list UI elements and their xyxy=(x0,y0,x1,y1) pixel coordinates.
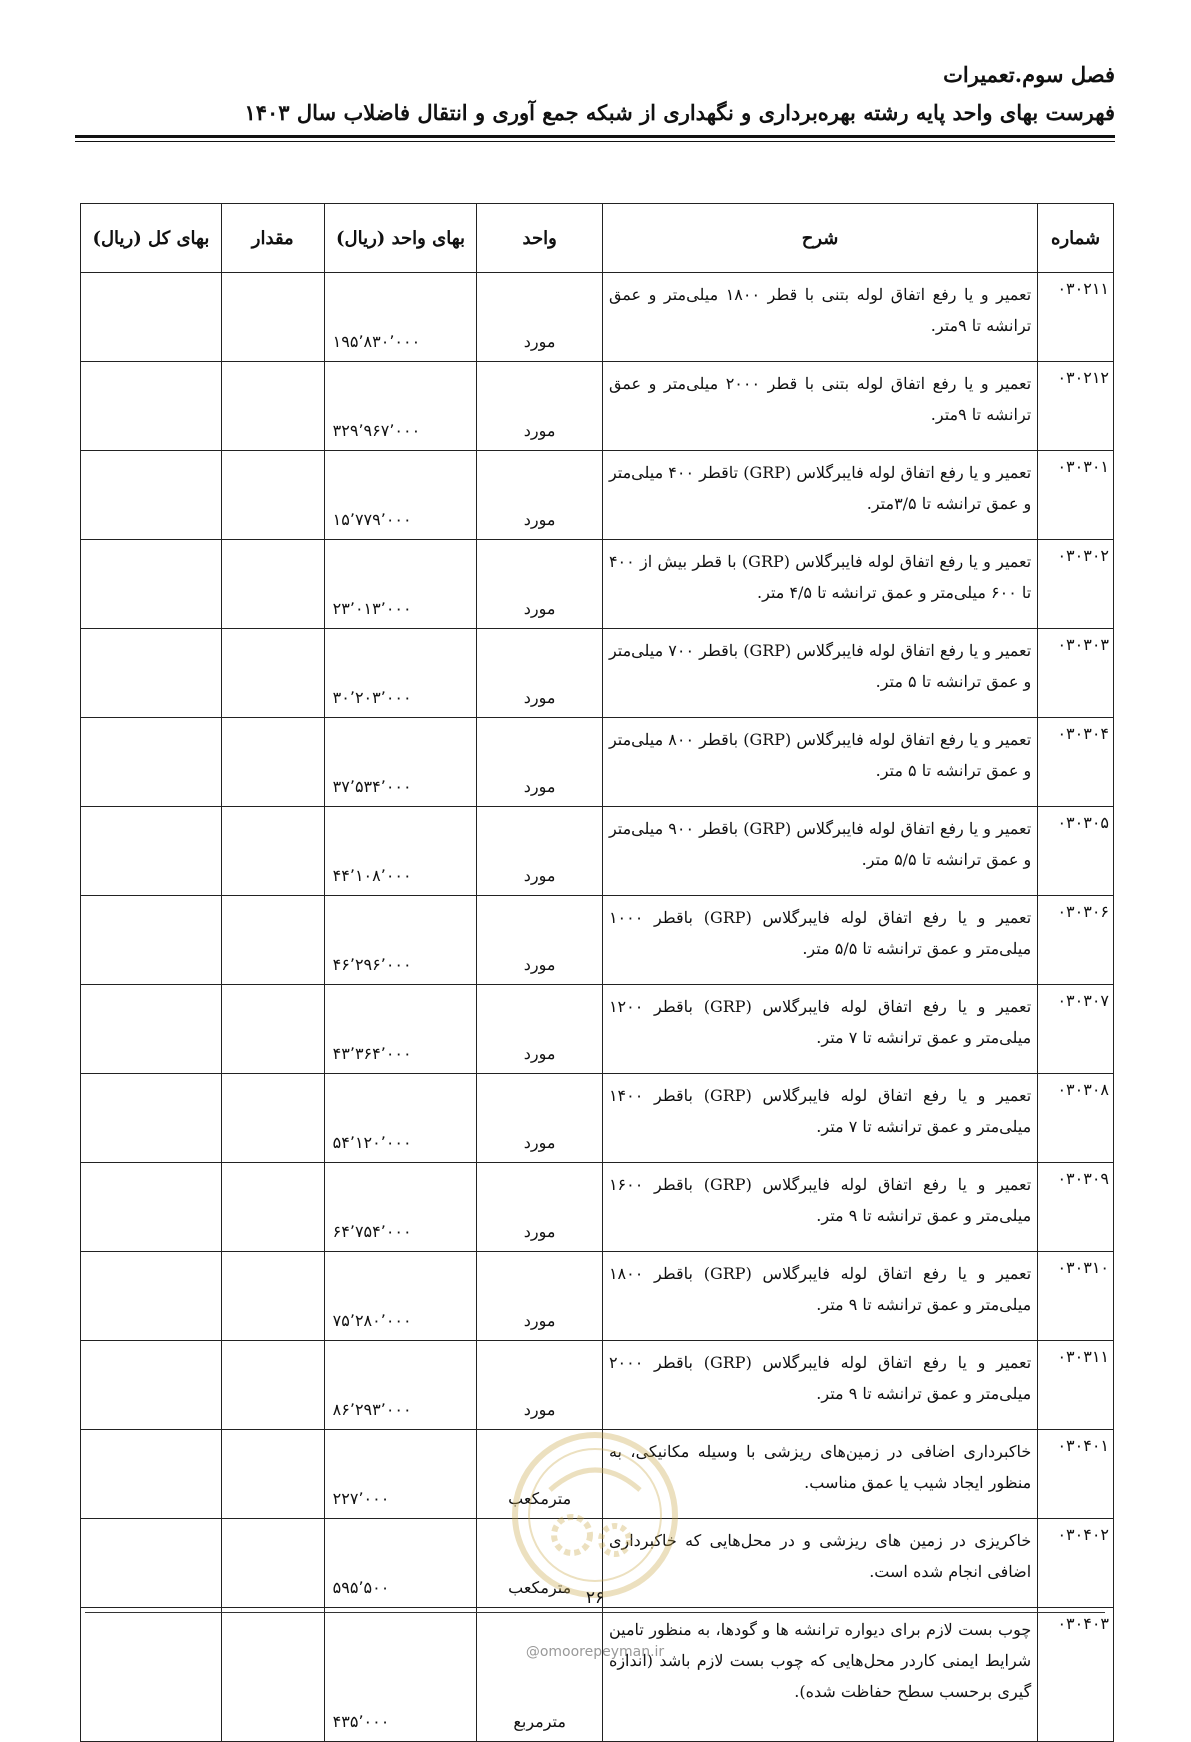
item-total-price-cell xyxy=(81,1163,222,1252)
item-description-cell: تعمیر و یا رفع اتفاق لوله بتنی با قطر ۱۸۰۰ میلی‌متر و عمق ترانشه تا ۹متر. xyxy=(602,273,1037,362)
item-unit-cell: مترمکعب xyxy=(477,1430,603,1519)
item-code-cell: ۰۳۰۳۰۳ xyxy=(1038,629,1114,718)
item-unit-cell: مترمکعب xyxy=(477,1519,603,1608)
footer-rule xyxy=(85,1612,1105,1613)
document-title: فهرست بهای واحد پایه رشته بهره‌برداری و نگهداری از شبکه جمع آوری و انتقال فاضلاب سال ۱۴۰۳ xyxy=(244,100,1115,125)
item-code-cell: ۰۳۰۳۰۵ xyxy=(1038,807,1114,896)
table-row xyxy=(81,807,1114,896)
item-unit-price-cell: ۵۴٬۱۲۰٬۰۰۰ xyxy=(324,1074,477,1163)
item-unit-cell: مورد xyxy=(477,362,603,451)
item-total-price-cell xyxy=(81,1074,222,1163)
item-unit-price-cell: ۲۲۷٬۰۰۰ xyxy=(324,1430,477,1519)
item-unit-cell: مورد xyxy=(477,1341,603,1430)
item-quantity-cell xyxy=(221,1252,324,1341)
item-unit-price-cell: ۴۳۵٬۰۰۰ xyxy=(324,1608,477,1742)
table-row xyxy=(81,985,1114,1074)
item-description-cell: تعمیر و یا رفع اتفاق لوله فایبرگلاس (GRP) باقطر ۱۰۰۰ میلی‌متر و عمق ترانشه تا ۵/۵ متر. xyxy=(602,896,1037,985)
item-quantity-cell xyxy=(221,1074,324,1163)
item-quantity-cell xyxy=(221,718,324,807)
item-quantity-cell xyxy=(221,1608,324,1742)
item-description-cell: تعمیر و یا رفع اتفاق لوله فایبرگلاس (GRP) با قطر بیش از ۴۰۰ تا ۶۰۰ میلی‌متر و عمق ترانشه تا ۴/۵ متر. xyxy=(602,540,1037,629)
item-total-price-cell xyxy=(81,540,222,629)
column-header-description: شرح xyxy=(602,204,1037,273)
table-row xyxy=(81,718,1114,807)
item-description-cell: تعمیر و یا رفع اتفاق لوله فایبرگلاس (GRP) باقطر ۹۰۰ میلی‌متر و عمق ترانشه تا ۵/۵ متر. xyxy=(602,807,1037,896)
item-total-price-cell xyxy=(81,1341,222,1430)
item-code-cell: ۰۳۰۳۰۶ xyxy=(1038,896,1114,985)
column-header-unit-price: بهای واحد (ریال) xyxy=(324,204,477,273)
page-number: ۲۶ xyxy=(585,1588,605,1608)
item-unit-cell: مورد xyxy=(477,540,603,629)
header-rule-thin xyxy=(75,141,1115,142)
item-unit-cell: مورد xyxy=(477,273,603,362)
table-row xyxy=(81,362,1114,451)
item-description-cell: تعمیر و یا رفع اتفاق لوله فایبرگلاس (GRP) باقطر ۱۸۰۰ میلی‌متر و عمق ترانشه تا ۹ متر. xyxy=(602,1252,1037,1341)
item-unit-cell: مورد xyxy=(477,1074,603,1163)
item-unit-price-cell: ۳۰٬۲۰۳٬۰۰۰ xyxy=(324,629,477,718)
item-unit-price-cell: ۷۵٬۲۸۰٬۰۰۰ xyxy=(324,1252,477,1341)
item-unit-price-cell: ۴۳٬۳۶۴٬۰۰۰ xyxy=(324,985,477,1074)
item-code-cell: ۰۳۰۴۰۱ xyxy=(1038,1430,1114,1519)
item-description-cell: تعمیر و یا رفع اتفاق لوله فایبرگلاس (GRP) باقطر ۲۰۰۰ میلی‌متر و عمق ترانشه تا ۹ متر. xyxy=(602,1341,1037,1430)
item-unit-cell: مورد xyxy=(477,451,603,540)
price-list-table xyxy=(80,203,1114,1742)
column-header-quantity: مقدار xyxy=(221,204,324,273)
item-quantity-cell xyxy=(221,1519,324,1608)
item-unit-price-cell: ۱۹۵٬۸۳۰٬۰۰۰ xyxy=(324,273,477,362)
source-watermark-text: @omoorepeyman.ir xyxy=(525,1644,665,1660)
column-header-code: شماره xyxy=(1038,204,1114,273)
item-unit-price-cell: ۸۶٬۲۹۳٬۰۰۰ xyxy=(324,1341,477,1430)
item-unit-cell: مورد xyxy=(477,1252,603,1341)
item-unit-cell: مورد xyxy=(477,718,603,807)
item-total-price-cell xyxy=(81,451,222,540)
item-quantity-cell xyxy=(221,1430,324,1519)
item-total-price-cell xyxy=(81,629,222,718)
item-quantity-cell xyxy=(221,451,324,540)
item-total-price-cell xyxy=(81,1252,222,1341)
item-code-cell: ۰۳۰۳۰۷ xyxy=(1038,985,1114,1074)
item-unit-cell: مورد xyxy=(477,1163,603,1252)
item-total-price-cell xyxy=(81,718,222,807)
item-total-price-cell xyxy=(81,985,222,1074)
item-unit-price-cell: ۶۴٬۷۵۴٬۰۰۰ xyxy=(324,1163,477,1252)
table-row xyxy=(81,1608,1114,1742)
item-unit-price-cell: ۴۶٬۲۹۶٬۰۰۰ xyxy=(324,896,477,985)
item-unit-cell: مورد xyxy=(477,896,603,985)
item-code-cell: ۰۳۰۲۱۱ xyxy=(1038,273,1114,362)
item-total-price-cell xyxy=(81,1430,222,1519)
item-quantity-cell xyxy=(221,629,324,718)
item-quantity-cell xyxy=(221,1163,324,1252)
header-rule-thick xyxy=(75,135,1115,138)
column-header-unit: واحد xyxy=(477,204,603,273)
item-unit-price-cell: ۵۹۵٬۵۰۰ xyxy=(324,1519,477,1608)
table-row xyxy=(81,1163,1114,1252)
table-row xyxy=(81,1074,1114,1163)
item-description-cell: تعمیر و یا رفع اتفاق لوله فایبرگلاس (GRP) باقطر ۱۲۰۰ میلی‌متر و عمق ترانشه تا ۷ متر. xyxy=(602,985,1037,1074)
item-quantity-cell xyxy=(221,273,324,362)
item-description-cell: خاکریزی در زمین های ریزشی و در محل‌هایی که خاکبرداری اضافی انجام شده است. xyxy=(602,1519,1037,1608)
item-quantity-cell xyxy=(221,540,324,629)
item-code-cell: ۰۳۰۳۰۸ xyxy=(1038,1074,1114,1163)
item-unit-cell: مورد xyxy=(477,807,603,896)
table-row xyxy=(81,1252,1114,1341)
item-total-price-cell xyxy=(81,896,222,985)
item-quantity-cell xyxy=(221,1341,324,1430)
item-code-cell: ۰۳۰۳۰۹ xyxy=(1038,1163,1114,1252)
item-description-cell: تعمیر و یا رفع اتفاق لوله فایبرگلاس (GRP) باقطر ۷۰۰ میلی‌متر و عمق ترانشه تا ۵ متر. xyxy=(602,629,1037,718)
item-unit-cell: مورد xyxy=(477,985,603,1074)
item-description-cell: خاکبرداری اضافی در زمین‌های ریزشی با وسیله مکانیکی، به منظور ایجاد شیب یا عمق مناسب. xyxy=(602,1430,1037,1519)
item-unit-price-cell: ۲۳٬۰۱۳٬۰۰۰ xyxy=(324,540,477,629)
table-row xyxy=(81,540,1114,629)
table-row xyxy=(81,273,1114,362)
item-description-cell: چوب بست لازم برای دیواره ترانشه ها و گودها، به منظور تامین شرایط ایمنی کاردر محل‌هایی که چوب بست لازم باشد (اندازه گیری برحسب سطح حفاظت شده). xyxy=(602,1608,1037,1742)
item-description-cell: تعمیر و یا رفع اتفاق لوله فایبرگلاس (GRP) باقطر ۱۶۰۰ میلی‌متر و عمق ترانشه تا ۹ متر. xyxy=(602,1163,1037,1252)
item-code-cell: ۰۳۰۳۱۰ xyxy=(1038,1252,1114,1341)
item-unit-price-cell: ۳۷٬۵۳۴٬۰۰۰ xyxy=(324,718,477,807)
item-quantity-cell xyxy=(221,896,324,985)
item-code-cell: ۰۳۰۴۰۲ xyxy=(1038,1519,1114,1608)
table-header-row xyxy=(81,204,1114,273)
table-row xyxy=(81,896,1114,985)
item-unit-price-cell: ۱۵٬۷۷۹٬۰۰۰ xyxy=(324,451,477,540)
item-unit-cell: مورد xyxy=(477,629,603,718)
item-unit-cell: مترمربع xyxy=(477,1608,603,1742)
table-row xyxy=(81,451,1114,540)
column-header-total-price: بهای کل (ریال) xyxy=(81,204,222,273)
item-unit-price-cell: ۳۲۹٬۹۶۷٬۰۰۰ xyxy=(324,362,477,451)
item-description-cell: تعمیر و یا رفع اتفاق لوله بتنی با قطر ۲۰۰۰ میلی‌متر و عمق ترانشه تا ۹متر. xyxy=(602,362,1037,451)
item-description-cell: تعمیر و یا رفع اتفاق لوله فایبرگلاس (GRP) باقطر ۸۰۰ میلی‌متر و عمق ترانشه تا ۵ متر. xyxy=(602,718,1037,807)
item-total-price-cell xyxy=(81,273,222,362)
item-code-cell: ۰۳۰۳۰۲ xyxy=(1038,540,1114,629)
table-row xyxy=(81,629,1114,718)
item-quantity-cell xyxy=(221,807,324,896)
item-unit-price-cell: ۴۴٬۱۰۸٬۰۰۰ xyxy=(324,807,477,896)
item-description-cell: تعمیر و یا رفع اتفاق لوله فایبرگلاس (GRP) باقطر ۱۴۰۰ میلی‌متر و عمق ترانشه تا ۷ متر. xyxy=(602,1074,1037,1163)
table-row xyxy=(81,1341,1114,1430)
item-total-price-cell xyxy=(81,1519,222,1608)
item-code-cell: ۰۳۰۴۰۳ xyxy=(1038,1608,1114,1742)
page-header xyxy=(75,58,1115,130)
item-code-cell: ۰۳۰۲۱۲ xyxy=(1038,362,1114,451)
item-total-price-cell xyxy=(81,362,222,451)
item-quantity-cell xyxy=(221,985,324,1074)
item-description-cell: تعمیر و یا رفع اتفاق لوله فایبرگلاس (GRP) تاقطر ۴۰۰ میلی‌متر و عمق ترانشه تا ۳/۵متر. xyxy=(602,451,1037,540)
item-code-cell: ۰۳۰۳۱۱ xyxy=(1038,1341,1114,1430)
item-code-cell: ۰۳۰۳۰۱ xyxy=(1038,451,1114,540)
table-body xyxy=(81,273,1114,1742)
item-total-price-cell xyxy=(81,807,222,896)
table-row xyxy=(81,1430,1114,1519)
item-quantity-cell xyxy=(221,362,324,451)
chapter-title: فصل سوم.تعمیرات xyxy=(943,62,1115,87)
item-code-cell: ۰۳۰۳۰۴ xyxy=(1038,718,1114,807)
item-total-price-cell xyxy=(81,1608,222,1742)
